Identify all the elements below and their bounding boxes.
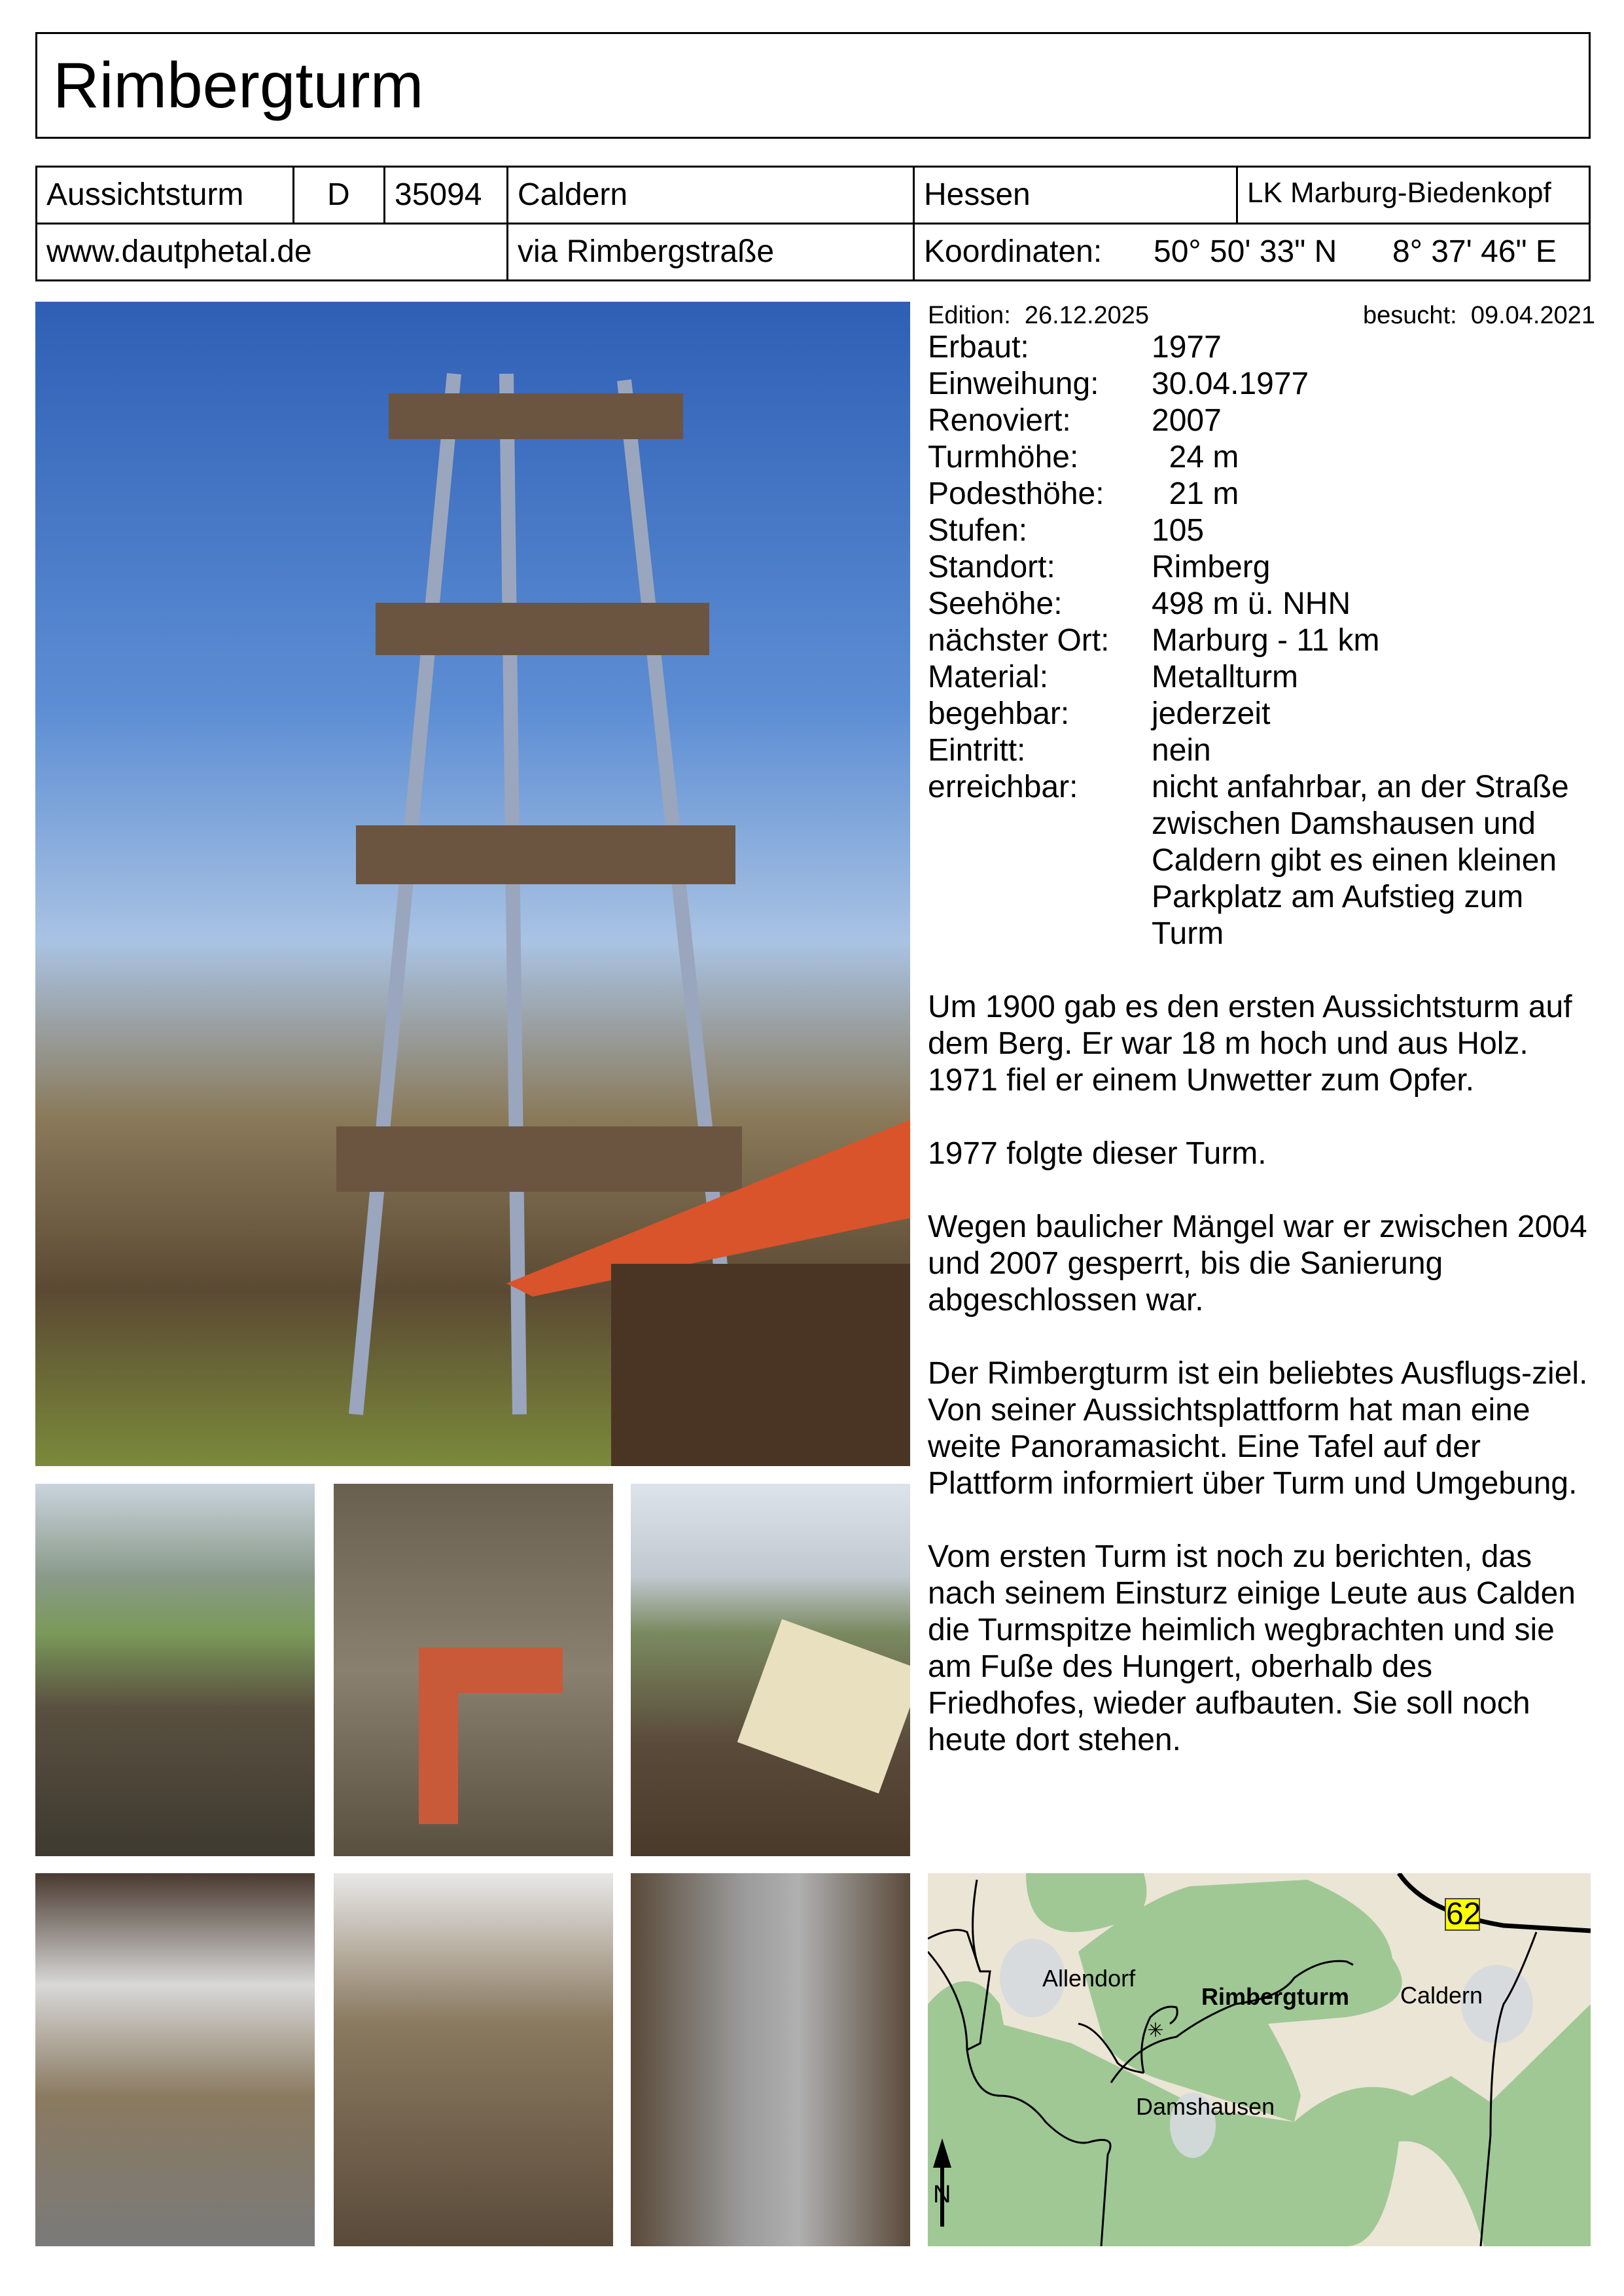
description-paragraph: 1977 folgte dieser Turm. (928, 1136, 1267, 1171)
fact-label: Material: (928, 660, 1049, 694)
fact-label: erreichbar: (928, 770, 1078, 804)
fact-row (928, 696, 1595, 732)
town: Caldern (506, 166, 915, 224)
fact-value: 24 m (1152, 440, 1239, 475)
fact-value: 1977 (1152, 330, 1222, 365)
fact-value: 498 m ü. NHN (1152, 586, 1351, 621)
fact-label: nächster Ort: (928, 623, 1110, 658)
description (928, 989, 1595, 1759)
fact-value: 30.04.1977 (1152, 367, 1309, 401)
latitude: 50° 50' 33" N (1154, 234, 1337, 269)
fact-row (928, 366, 1595, 403)
fact-row (928, 476, 1595, 512)
fact-row (928, 732, 1595, 769)
photo-stairs-1 (35, 1873, 315, 2246)
photo-stairs-2 (334, 1873, 613, 2246)
map-label-damshausen: Damshausen (1136, 2093, 1275, 2120)
fact-row (928, 549, 1595, 586)
fact-row (928, 622, 1595, 659)
photo-info-board (631, 1484, 910, 1856)
fact-row (928, 659, 1595, 696)
fact-value: Marburg - 11 km (1152, 623, 1380, 658)
fact-value: 2007 (1152, 403, 1222, 438)
fact-label: Renoviert: (928, 403, 1071, 438)
fact-value: 21 m (1152, 476, 1239, 511)
fact-value: Rimberg (1152, 550, 1271, 584)
zip-code: 35094 (383, 166, 508, 224)
tower-main-photo (35, 302, 910, 1466)
info-panel (928, 302, 1595, 1795)
page-title: Rimbergturm (35, 32, 1591, 139)
fact-label: Turmhöhe: (928, 440, 1079, 475)
fact-row (928, 769, 1595, 952)
fact-label: Podesthöhe: (928, 476, 1104, 511)
photo-view-valley (35, 1484, 315, 1856)
photo-stairs-3 (631, 1873, 910, 2246)
svg-text:✳: ✳ (1147, 2019, 1164, 2042)
description-paragraph: Vom ersten Turm ist noch zu berichten, das nach seinem Einsturz einige Leute aus Calden die Turmspitze heimlich wegbrachten und sie am Fuße des Hungert, oberhalb des Friedhofes, wieder aufbauten. Sie soll noch heute dort stehen. (928, 1539, 1576, 1757)
district: LK Marburg-Biedenkopf (1236, 166, 1591, 224)
fact-row (928, 439, 1595, 476)
map-label-rimbergturm: Rimbergturm (1201, 1983, 1350, 2010)
coordinates (913, 223, 1591, 281)
visited-label: besucht: (1363, 302, 1457, 329)
fact-row (928, 403, 1595, 439)
country: D (292, 166, 385, 224)
fact-label: Erbaut: (928, 330, 1029, 365)
map-label-caldern: Caldern (1400, 1982, 1483, 2009)
photo-hut-from-above (334, 1484, 613, 1856)
visited-date: 09.04.2021 (1470, 302, 1595, 329)
fact-label: Einweihung: (928, 367, 1099, 401)
description-paragraph: Wegen baulicher Mängel war er zwischen 2004 und 2007 gesperrt, bis die Sanierung abgeschlossen war. (928, 1210, 1587, 1318)
fact-row (928, 329, 1595, 366)
fact-value: Metallturm (1152, 660, 1299, 694)
fact-value: jederzeit (1152, 696, 1271, 731)
fact-value: nein (1152, 733, 1211, 768)
edition-label: Edition: (928, 302, 1011, 329)
description-paragraph: Der Rimbergturm ist ein beliebtes Ausflugs-ziel. Von seiner Aussichtsplattform hat man eine weite Panoramasicht. Eine Tafel auf der Plattform informiert über Turm und Umgebung. (928, 1356, 1588, 1501)
fact-label: Stufen: (928, 513, 1028, 548)
edition-date: 26.12.2025 (1024, 302, 1150, 329)
access-road: via Rimbergstraße (506, 223, 915, 281)
fact-value: 105 (1152, 513, 1205, 548)
website-link[interactable]: www.dautphetal.de (35, 223, 508, 281)
fact-value: nicht anfahrbar, an der Straße zwischen Damshausen und Caldern gibt es einen kleinen Parkplatz am Aufstieg zum Turm (1152, 770, 1578, 951)
description-paragraph: Um 1900 gab es den ersten Aussichtsturm auf dem Berg. Er war 18 m hoch und aus Holz. 1971 fiel er einem Unwetter zum Opfer. (928, 990, 1572, 1098)
fact-label: Seehöhe: (928, 586, 1063, 621)
fact-row (928, 586, 1595, 622)
tower-type: Aussichtsturm (35, 166, 294, 224)
state: Hessen (913, 166, 1238, 224)
fact-label: begehbar: (928, 696, 1070, 731)
coords-label: Koordinaten: (924, 234, 1103, 269)
location-map (928, 1873, 1591, 2246)
map-label-allendorf: Allendorf (1042, 1965, 1136, 1992)
fact-label: Eintritt: (928, 733, 1026, 768)
road-sign-62: 62 (1446, 1897, 1481, 1931)
longitude: 8° 37' 46" E (1392, 234, 1557, 269)
north-arrow-icon: N (933, 2181, 951, 2208)
fact-row (928, 512, 1595, 549)
edition-line (928, 302, 1595, 329)
fact-label: Standort: (928, 550, 1055, 584)
facts-list (928, 329, 1595, 952)
